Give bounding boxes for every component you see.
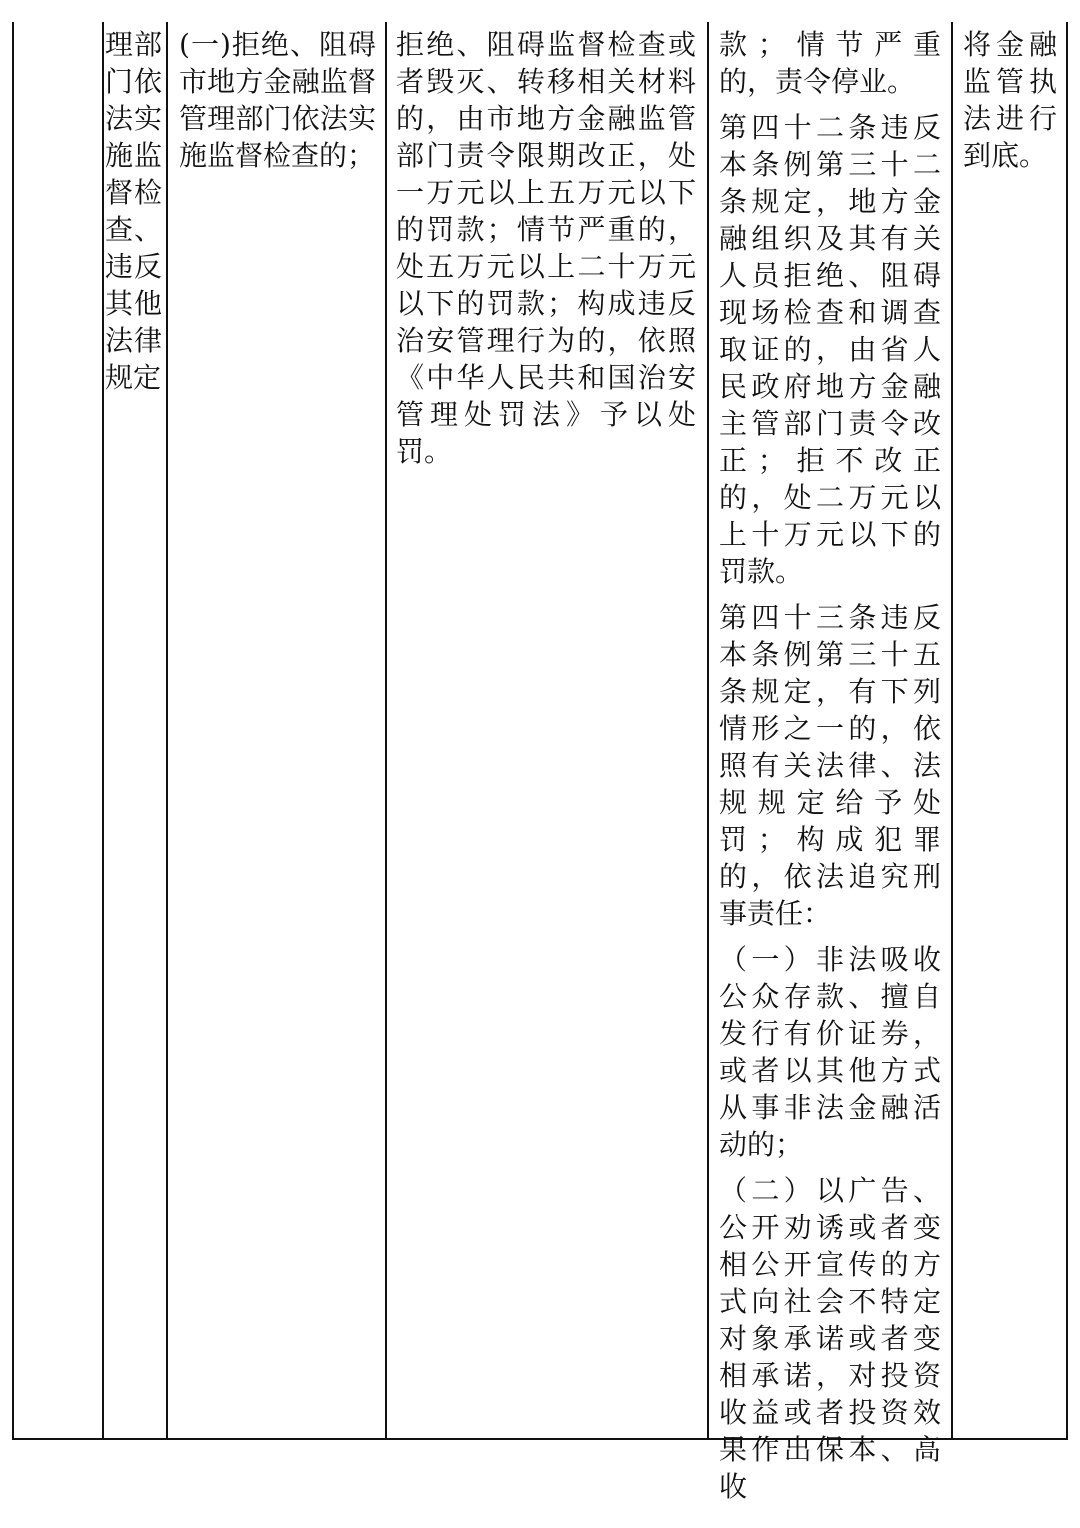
table-cell-penalty-local: 拒绝、阻碍监督检查或者毁灭、转移相关材料的，由市地方金融监管部门责令限期改正，处一万元以上五万元以下的罚款；情节严重的，处五万元以上二十万元以下的罚款；构成违反治安管理行为的，依照《中华人民共和国治安管理处罚法》予以处罚。: [396, 28, 696, 468]
paragraph: （二）以广告、公开劝诱或者变相公开宣传的方式向社会不特定对象承诺或者变相承诺，对投资收益或者投资效果作出保本、高收: [719, 1174, 941, 1503]
table-cell-penalty-provincial: [719, 26, 941, 1505]
paragraph: 款；情节严重的，责令停业。: [719, 28, 941, 98]
column-divider: [166, 22, 168, 1440]
table-cell-behavior: (一)拒绝、阻碍市地方金融监督管理部门依法实施监督检查的；: [179, 28, 376, 172]
paragraph: （一）非法吸收公众存款、擅自发行有价证券，或者以其他方式从事非法金融活动的；: [719, 943, 941, 1161]
paragraph: 第四十三条违反本条例第三十五条规定，有下列情形之一的，依照有关法律、法规规定给予处罚；构成犯罪的，依法追究刑事责任：: [719, 601, 941, 930]
table-cell-remark: 将金融监管执法进行到底。: [963, 28, 1057, 172]
column-divider: [385, 22, 387, 1440]
column-divider: [951, 22, 953, 1440]
table-cell-category: 理部门依法实施监督检查、违反其他法律规定: [105, 28, 162, 394]
paragraph: 第四十二条违反本条例第三十二条规定，地方金融组织及其有关人员拒绝、阻碍现场检查和调查取证的，由省人民政府地方金融主管部门责令改正；拒不改正的，处二万元以上十万元以下的罚款。: [719, 111, 941, 588]
column-divider: [102, 22, 104, 1440]
column-divider: [707, 22, 709, 1440]
